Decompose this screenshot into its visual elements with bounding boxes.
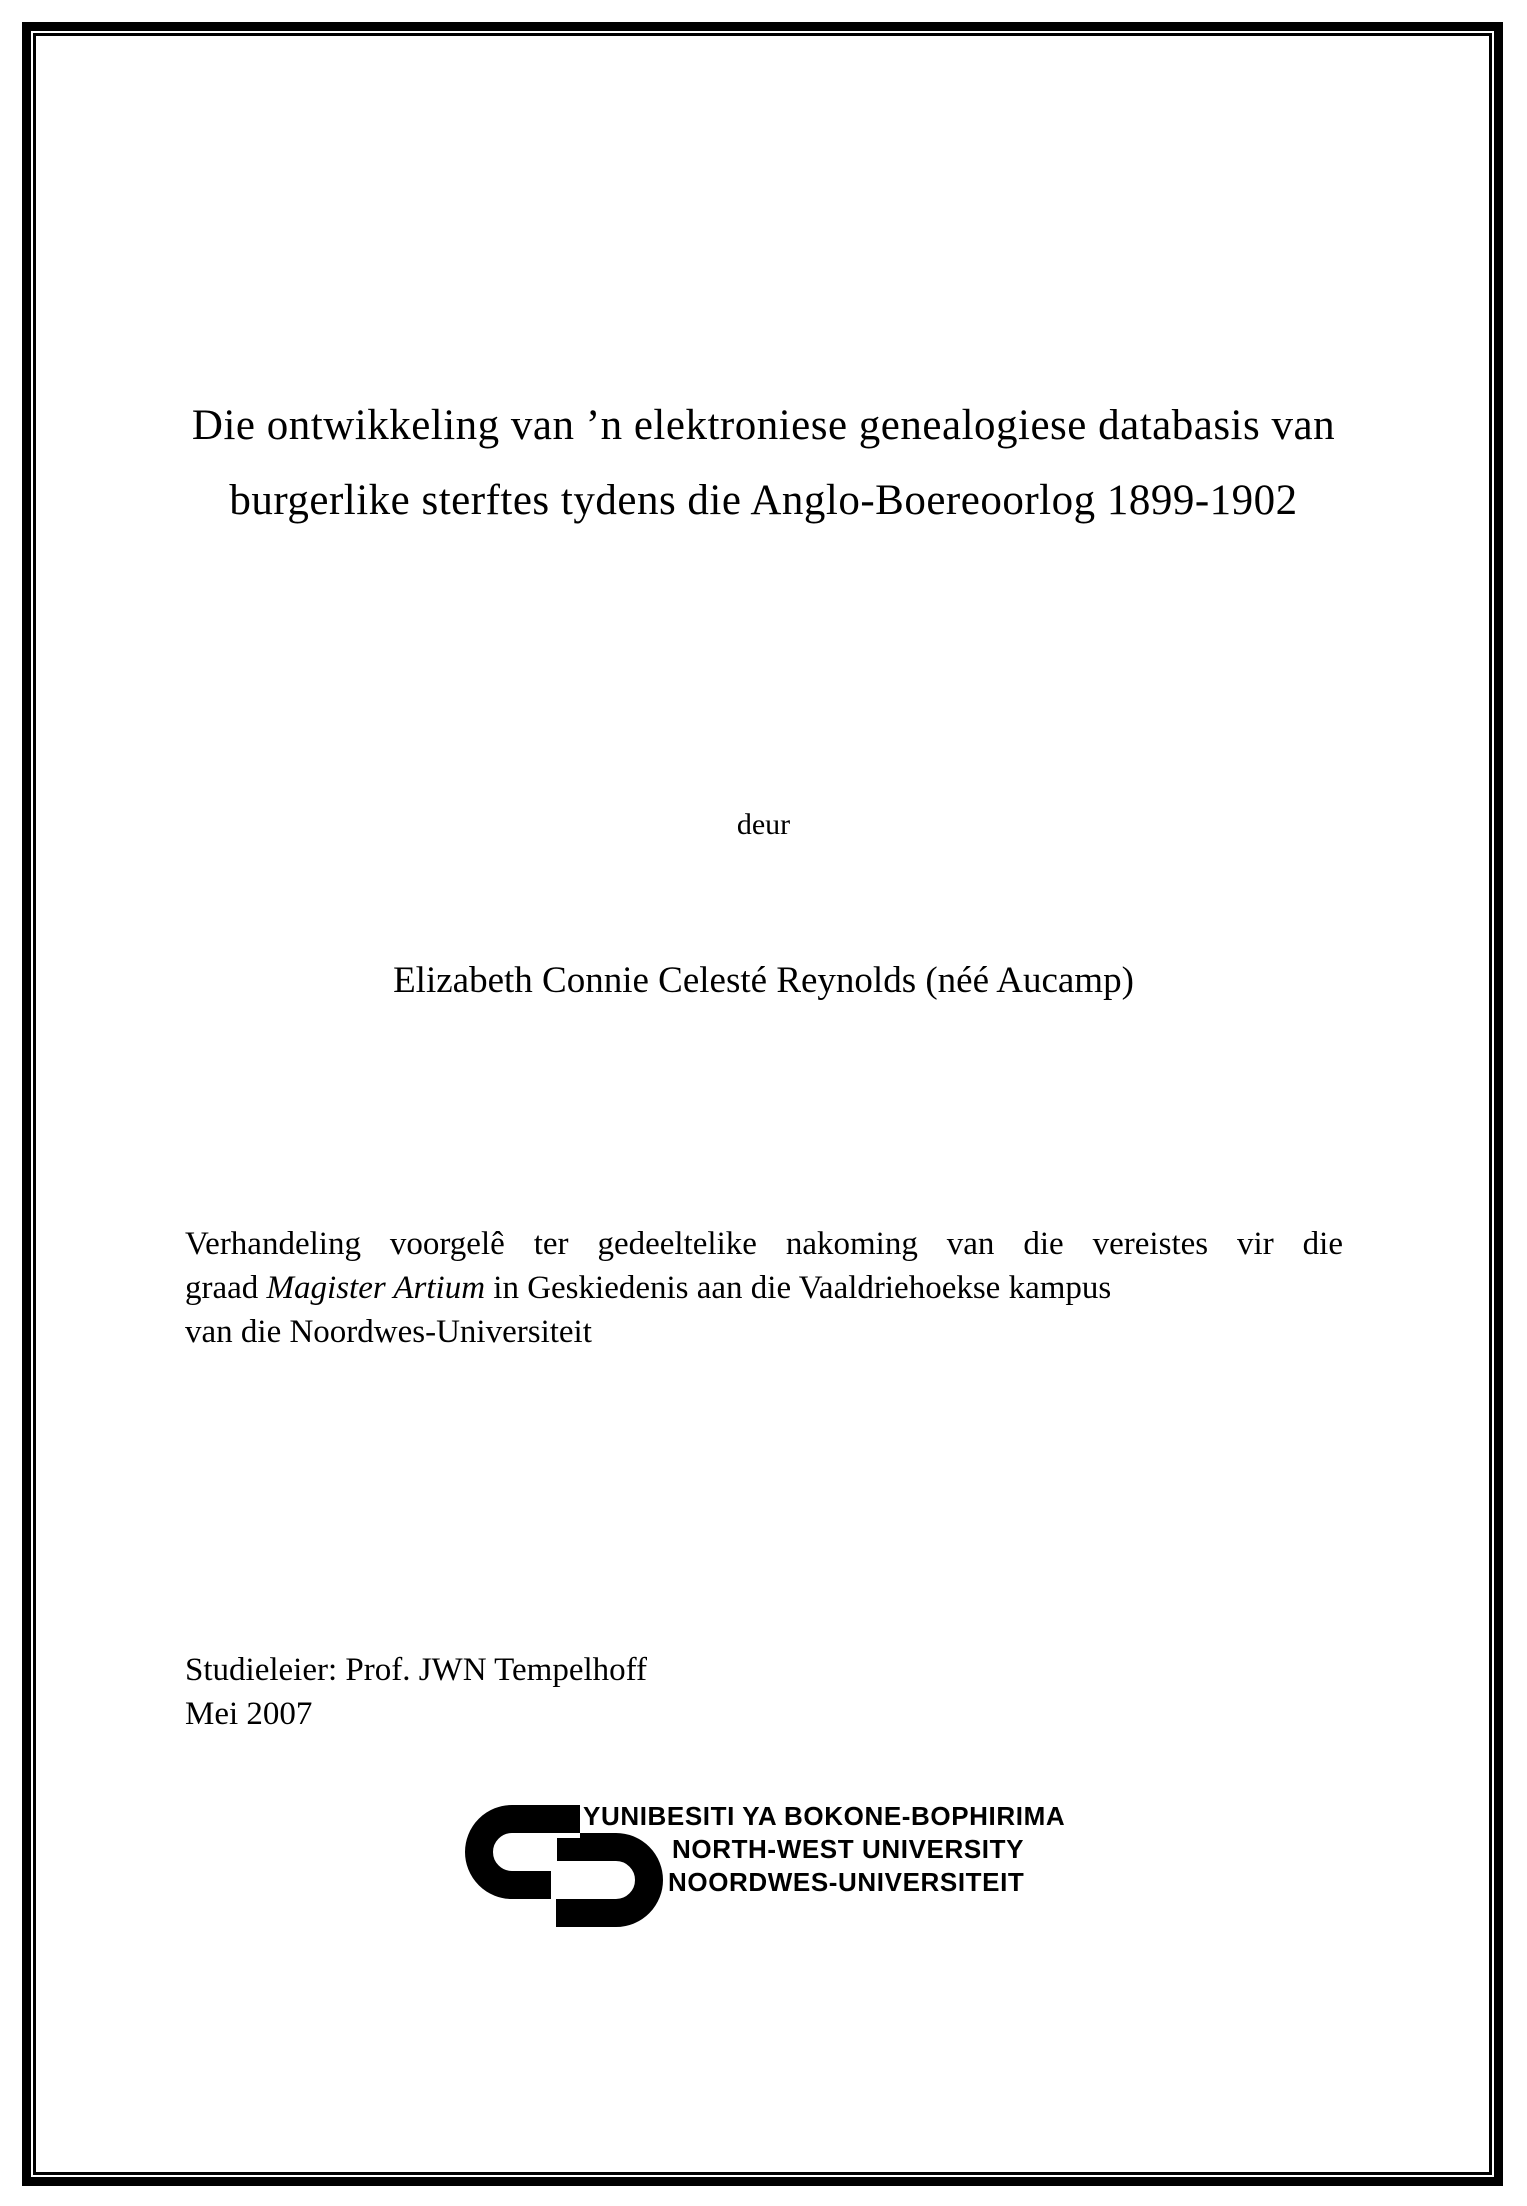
supervisor-block <box>185 1648 647 1736</box>
supervisor-line: Studieleier: Prof. JWN Tempelhoff <box>185 1652 648 1688</box>
degree-paragraph-line-2 <box>185 1266 1343 1310</box>
degree-line2-suffix: in Geskiedenis aan die Vaaldriehoekse kampus <box>485 1270 1112 1306</box>
university-name-english: NORTH-WEST UNIVERSITY <box>672 1834 1025 1864</box>
degree-paragraph <box>185 1222 1343 1354</box>
degree-paragraph-line-3: van die Noordwes-Universiteit <box>185 1314 592 1350</box>
date-line: Mei 2007 <box>185 1696 313 1732</box>
university-name-afrikaans: NOORDWES-UNIVERSITEIT <box>668 1867 1025 1897</box>
thesis-title-line-2: burgerlike sterftes tydens die Anglo-Boereoorlog 1899-1902 <box>229 477 1298 524</box>
degree-line2-prefix: graad <box>185 1270 267 1306</box>
author-name: Elizabeth Connie Celesté Reynolds (néé Aucamp) <box>393 960 1134 1001</box>
thesis-title-line-1: Die ontwikkeling van ’n elektroniese genealogiese databasis van <box>191 402 1336 449</box>
degree-paragraph-line-1: Verhandeling voorgelê ter gedeeltelike nakoming van die vereistes vir die <box>185 1226 1343 1262</box>
degree-name-italic: Magister Artium <box>266 1270 486 1306</box>
university-name-setswana: YUNIBESITI YA BOKONE-BOPHIRIMA <box>583 1801 1066 1831</box>
byline-label: deur <box>736 808 791 841</box>
